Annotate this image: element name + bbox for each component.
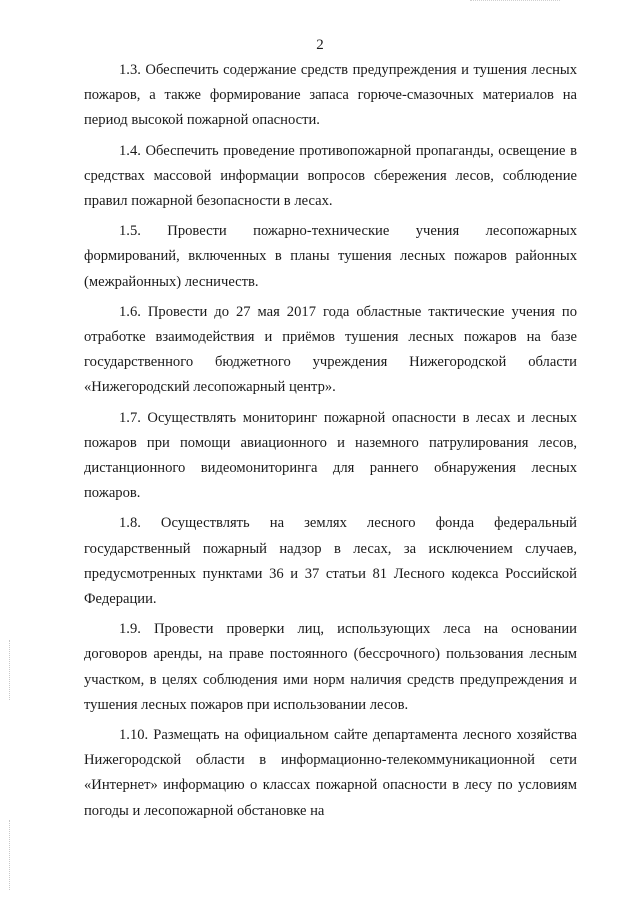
scan-artifact — [9, 820, 11, 890]
paragraph-1-9: 1.9. Провести проверки лиц, использующих леса на основании договоров аренды, на праве постоянного (бессрочного) пользования лесным участком, в целях соблюдения ими норм наличия средств предупреждения и тушения лесных пожаров при использовании лесов. — [84, 621, 577, 713]
paragraph-1-7: 1.7. Осуществлять мониторинг пожарной опасности в лесах и лесных пожаров при помощи авиационного и наземного патрулирования лесов, дистанционного видеомониторинга для раннего обнаружения лесных пожаров. — [84, 409, 577, 502]
paragraph-1-4: 1.4. Обеспечить проведение противопожарной пропаганды, освещение в средствах массовой информации вопросов сбережения лесов, соблюдение правил пожарной безопасности в лесах. — [84, 142, 577, 210]
page-number: 2 — [316, 37, 324, 53]
document-body — [84, 58, 577, 824]
scan-artifact — [9, 640, 11, 700]
scan-artifact — [470, 0, 560, 2]
paragraph-1-5: 1.5. Провести пожарно-технические учения лесопожарных формирований, включенных в планы тушения лесных пожаров районных (межрайонных) лесничеств. — [84, 223, 577, 290]
paragraph-1-6: 1.6. Провести до 27 мая 2017 года областные тактические учения по отработке взаимодействия и приёмов тушения лесных пожаров на базе государственного бюджетного учреждения Нижегородской области «Нижегородский лесопожарный центр». — [84, 303, 577, 396]
paragraph-1-8: 1.8. Осуществлять на землях лесного фонда федеральный государственный пожарный надзор в лесах, за исключением случаев, предусмотренных пунктами 36 и 37 статьи 81 Лесного кодекса Российской Федерации. — [84, 515, 577, 608]
paragraph-1-3: 1.3. Обеспечить содержание средств предупреждения и тушения лесных пожаров, а также формирование запаса горюче-смазочных материалов на период высокой пожарной опасности. — [84, 62, 577, 129]
paragraph-1-10: 1.10. Размещать на официальном сайте департамента лесного хозяйства Нижегородской области в информационно-телекоммуникационной сети «Интернет» информацию о классах пожарной опасности в лесу по условиям погоды и лесопожарной обстановке на — [84, 727, 577, 819]
